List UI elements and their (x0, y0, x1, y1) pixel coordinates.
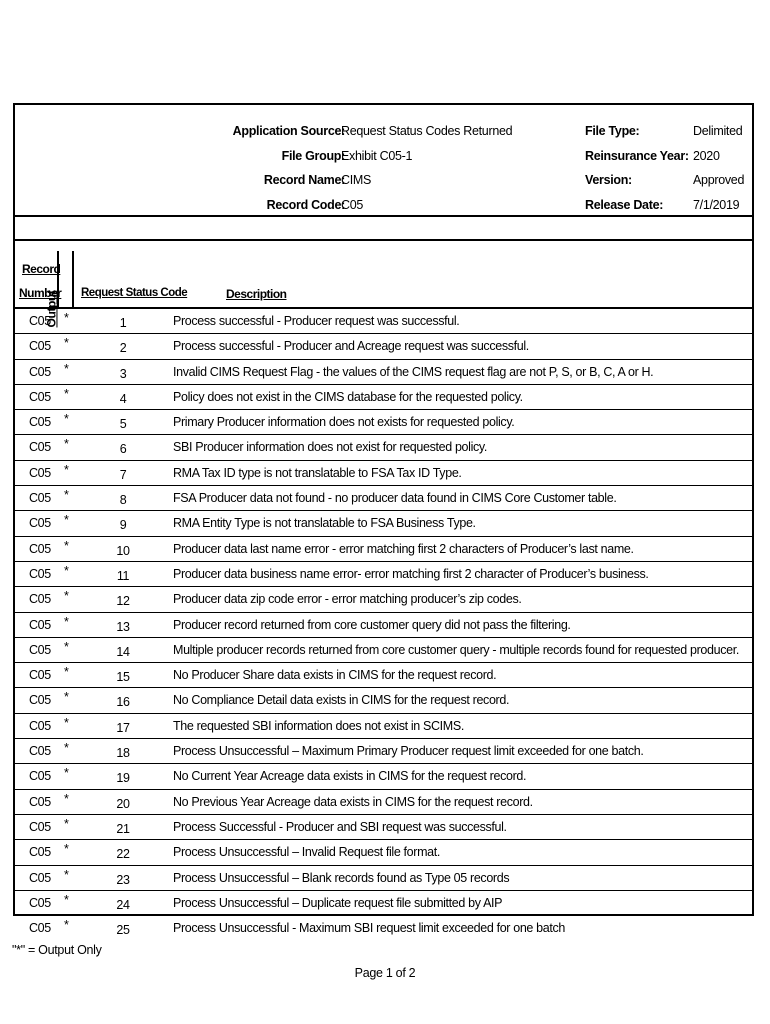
output-flag-cell: * (64, 665, 69, 680)
status-code-cell: 16 (116, 695, 130, 710)
record-column-header-line2: Number (19, 286, 62, 300)
status-code-cell: 15 (116, 670, 130, 685)
status-code-cell: 7 (119, 467, 127, 482)
output-column-divider-right (72, 251, 74, 308)
description-cell: No Compliance Detail data exists in CIMS for the request record. (173, 693, 510, 708)
record-number-cell: C05 (29, 845, 51, 860)
table-row (15, 714, 754, 739)
status-code-cell: 4 (119, 391, 127, 406)
record-number-cell: C05 (29, 895, 51, 910)
record-number-cell: C05 (29, 465, 51, 480)
output-flag-cell: * (64, 589, 69, 604)
table-row (15, 663, 754, 688)
output-column-header-text: Output (44, 290, 59, 328)
description-cell: Primary Producer information does not exists for requested policy. (173, 415, 515, 430)
record-number-cell: C05 (29, 415, 51, 430)
description-cell: Process Successful - Producer and SBI request was successful. (173, 819, 507, 834)
release-date-value: 7/1/2019 (693, 197, 740, 212)
reinsurance-year-label: Reinsurance Year: (585, 148, 689, 163)
header-labels-right (585, 119, 705, 217)
description-cell: Policy does not exist in the CIMS database for the requested policy. (173, 389, 523, 404)
description-cell: Process Unsuccessful – Invalid Request file format. (173, 845, 440, 860)
description-cell: No Producer Share data exists in CIMS for the request record. (173, 668, 497, 683)
record-number-cell: C05 (29, 440, 51, 455)
description-cell: Process successful - Producer and Acreage request was successful. (173, 339, 529, 354)
description-cell: Process Unsuccessful – Blank records found as Type 05 records (173, 870, 510, 885)
status-code-cell: 14 (116, 644, 130, 659)
table-row (15, 360, 754, 385)
description-cell: FSA Producer data not found - no producer data found in CIMS Core Customer table. (173, 491, 617, 506)
status-code-cell: 9 (119, 518, 127, 533)
description-cell: The requested SBI information does not exist in SCIMS. (173, 718, 464, 733)
table-row (15, 688, 754, 713)
description-cell: Process Unsuccessful – Duplicate request file submitted by AIP (173, 895, 503, 910)
description-cell: Invalid CIMS Request Flag - the values of the CIMS request flag are not P, S, or B, C, A or H. (173, 364, 654, 379)
table-row (15, 385, 754, 410)
output-flag-cell: * (64, 437, 69, 452)
record-number-cell: C05 (29, 718, 51, 733)
table-row (15, 410, 754, 435)
table-row (15, 461, 754, 486)
record-number-cell: C05 (29, 566, 51, 581)
document-table-frame (13, 103, 754, 938)
description-cell: Producer record returned from core customer query did not pass the filtering. (173, 617, 571, 632)
output-flag-cell: * (64, 791, 69, 806)
output-flag-cell: * (64, 816, 69, 831)
status-code-cell: 21 (116, 821, 130, 836)
output-flag-cell: * (64, 741, 69, 756)
record-number-cell: C05 (29, 592, 51, 607)
status-code-cell: 3 (119, 366, 127, 381)
status-code-cell: 5 (119, 417, 127, 432)
record-column-header-line1: Record (22, 262, 61, 276)
page-number: Page 1 of 2 (354, 966, 416, 980)
record-code-value: C05 (341, 197, 364, 212)
table-row (15, 435, 754, 460)
table-row (15, 638, 754, 663)
table-row (15, 790, 754, 815)
output-flag-cell: * (64, 766, 69, 781)
status-code-cell: 2 (119, 341, 127, 356)
table-row (15, 587, 754, 612)
status-code-cell: 13 (116, 619, 130, 634)
description-cell: Process Unsuccessful – Maximum Primary Producer request limit exceeded for one batch. (173, 744, 644, 759)
status-code-cell: 6 (119, 442, 127, 457)
output-flag-cell: * (64, 690, 69, 705)
record-number-cell: C05 (29, 769, 51, 784)
record-name-label: Record Name: (263, 173, 345, 187)
reinsurance-year-value: 2020 (693, 148, 720, 163)
record-number-cell: C05 (29, 819, 51, 834)
table-row (15, 486, 754, 511)
table-row (15, 511, 754, 536)
version-value: Approved (693, 173, 745, 187)
description-cell: No Current Year Acreage data exists in CIMS for the request record. (173, 769, 527, 784)
status-code-column-header: Request Status Code (81, 287, 188, 299)
footnote: "*" = Output Only (12, 943, 102, 957)
output-flag-cell: * (64, 538, 69, 553)
output-flag-cell: * (64, 462, 69, 477)
output-flag-cell: * (64, 563, 69, 578)
table-row (15, 840, 754, 865)
output-flag-cell: * (64, 614, 69, 629)
record-number-cell: C05 (29, 744, 51, 759)
output-flag-cell: * (64, 639, 69, 654)
description-cell: Process successful - Producer request was successful. (173, 314, 460, 328)
output-flag-cell: * (64, 918, 69, 933)
description-cell: SBI Producer information does not exist for requested policy. (173, 440, 488, 455)
application-source-label: Application Source: (232, 124, 345, 138)
output-flag-cell: * (64, 336, 69, 351)
table-row (15, 815, 754, 840)
file-type-value: Delimited (693, 124, 743, 138)
description-cell: Producer data business name error- error matching first 2 character of Producer’s business. (173, 566, 649, 581)
file-group-label: File Group: (281, 148, 345, 163)
file-group-value: Exhibit C05-1 (341, 148, 413, 163)
status-code-cell: 8 (119, 493, 127, 508)
output-flag-cell: * (64, 867, 69, 882)
output-flag-cell: * (64, 361, 69, 376)
record-number-cell: C05 (29, 339, 51, 354)
status-code-table-body (15, 309, 754, 940)
status-code-cell: 11 (116, 568, 130, 583)
record-number-cell: C05 (29, 668, 51, 683)
status-code-cell: 24 (116, 897, 130, 912)
output-flag-cell: * (64, 892, 69, 907)
record-number-cell: C05 (29, 921, 51, 936)
output-flag-cell: * (64, 842, 69, 857)
release-date-label: Release Date: (585, 197, 664, 212)
header-labels-left (185, 119, 345, 217)
version-label: Version: (585, 173, 632, 187)
status-code-cell: 25 (116, 923, 130, 938)
header-values-right (693, 119, 763, 217)
table-row (15, 916, 754, 940)
record-number-cell: C05 (29, 794, 51, 809)
table-row (15, 309, 754, 334)
file-type-label: File Type: (585, 124, 640, 138)
output-flag-cell: * (64, 386, 69, 401)
status-code-cell: 18 (116, 746, 130, 761)
description-cell: RMA Tax ID type is not translatable to FSA Tax ID Type. (173, 465, 462, 480)
record-code-label: Record Code: (266, 197, 345, 212)
record-number-cell: C05 (29, 491, 51, 506)
output-flag-cell: * (64, 715, 69, 730)
output-flag-cell: * (64, 488, 69, 503)
status-code-cell: 12 (116, 594, 130, 609)
header-divider-top (15, 215, 752, 217)
header-divider-bottom (15, 239, 752, 241)
record-name-value: CIMS (341, 173, 372, 187)
record-number-cell: C05 (29, 870, 51, 885)
record-number-cell: C05 (29, 617, 51, 632)
record-number-cell: C05 (29, 516, 51, 531)
status-code-cell: 19 (116, 771, 130, 786)
status-code-cell: 10 (116, 543, 130, 558)
header-values-left (341, 119, 541, 217)
status-code-cell: 17 (116, 720, 130, 735)
description-cell: RMA Entity Type is not translatable to FSA Business Type. (173, 516, 476, 531)
table-row (15, 739, 754, 764)
output-flag-cell: * (64, 311, 69, 325)
record-number-cell: C05 (29, 389, 51, 404)
table-row (15, 334, 754, 359)
table-row (15, 891, 754, 916)
description-column-header: Description (226, 287, 287, 301)
description-cell: Multiple producer records returned from core customer query - multiple records found for requested producer. (173, 642, 739, 657)
record-number-cell: C05 (29, 693, 51, 708)
status-code-cell: 20 (116, 796, 130, 811)
description-cell: Producer data last name error - error matching first 2 characters of Producer’s last name. (173, 541, 634, 556)
status-code-cell: 1 (119, 316, 127, 330)
application-source-value: Request Status Codes Returned (341, 124, 513, 138)
output-flag-cell: * (64, 513, 69, 528)
record-number-cell: C05 (29, 314, 51, 328)
description-cell: Process Unsuccessful - Maximum SBI request limit exceeded for one batch (173, 921, 565, 936)
output-flag-cell: * (64, 412, 69, 427)
record-number-cell: C05 (29, 642, 51, 657)
table-row (15, 613, 754, 638)
table-row (15, 764, 754, 789)
table-row (15, 537, 754, 562)
description-cell: Producer data zip code error - error matching producer’s zip codes. (173, 592, 522, 607)
status-code-cell: 22 (116, 847, 130, 862)
table-row (15, 562, 754, 587)
record-number-cell: C05 (29, 364, 51, 379)
table-row (15, 866, 754, 891)
status-code-cell: 23 (116, 872, 130, 887)
record-number-cell: C05 (29, 541, 51, 556)
description-cell: No Previous Year Acreage data exists in CIMS for the request record. (173, 794, 533, 809)
